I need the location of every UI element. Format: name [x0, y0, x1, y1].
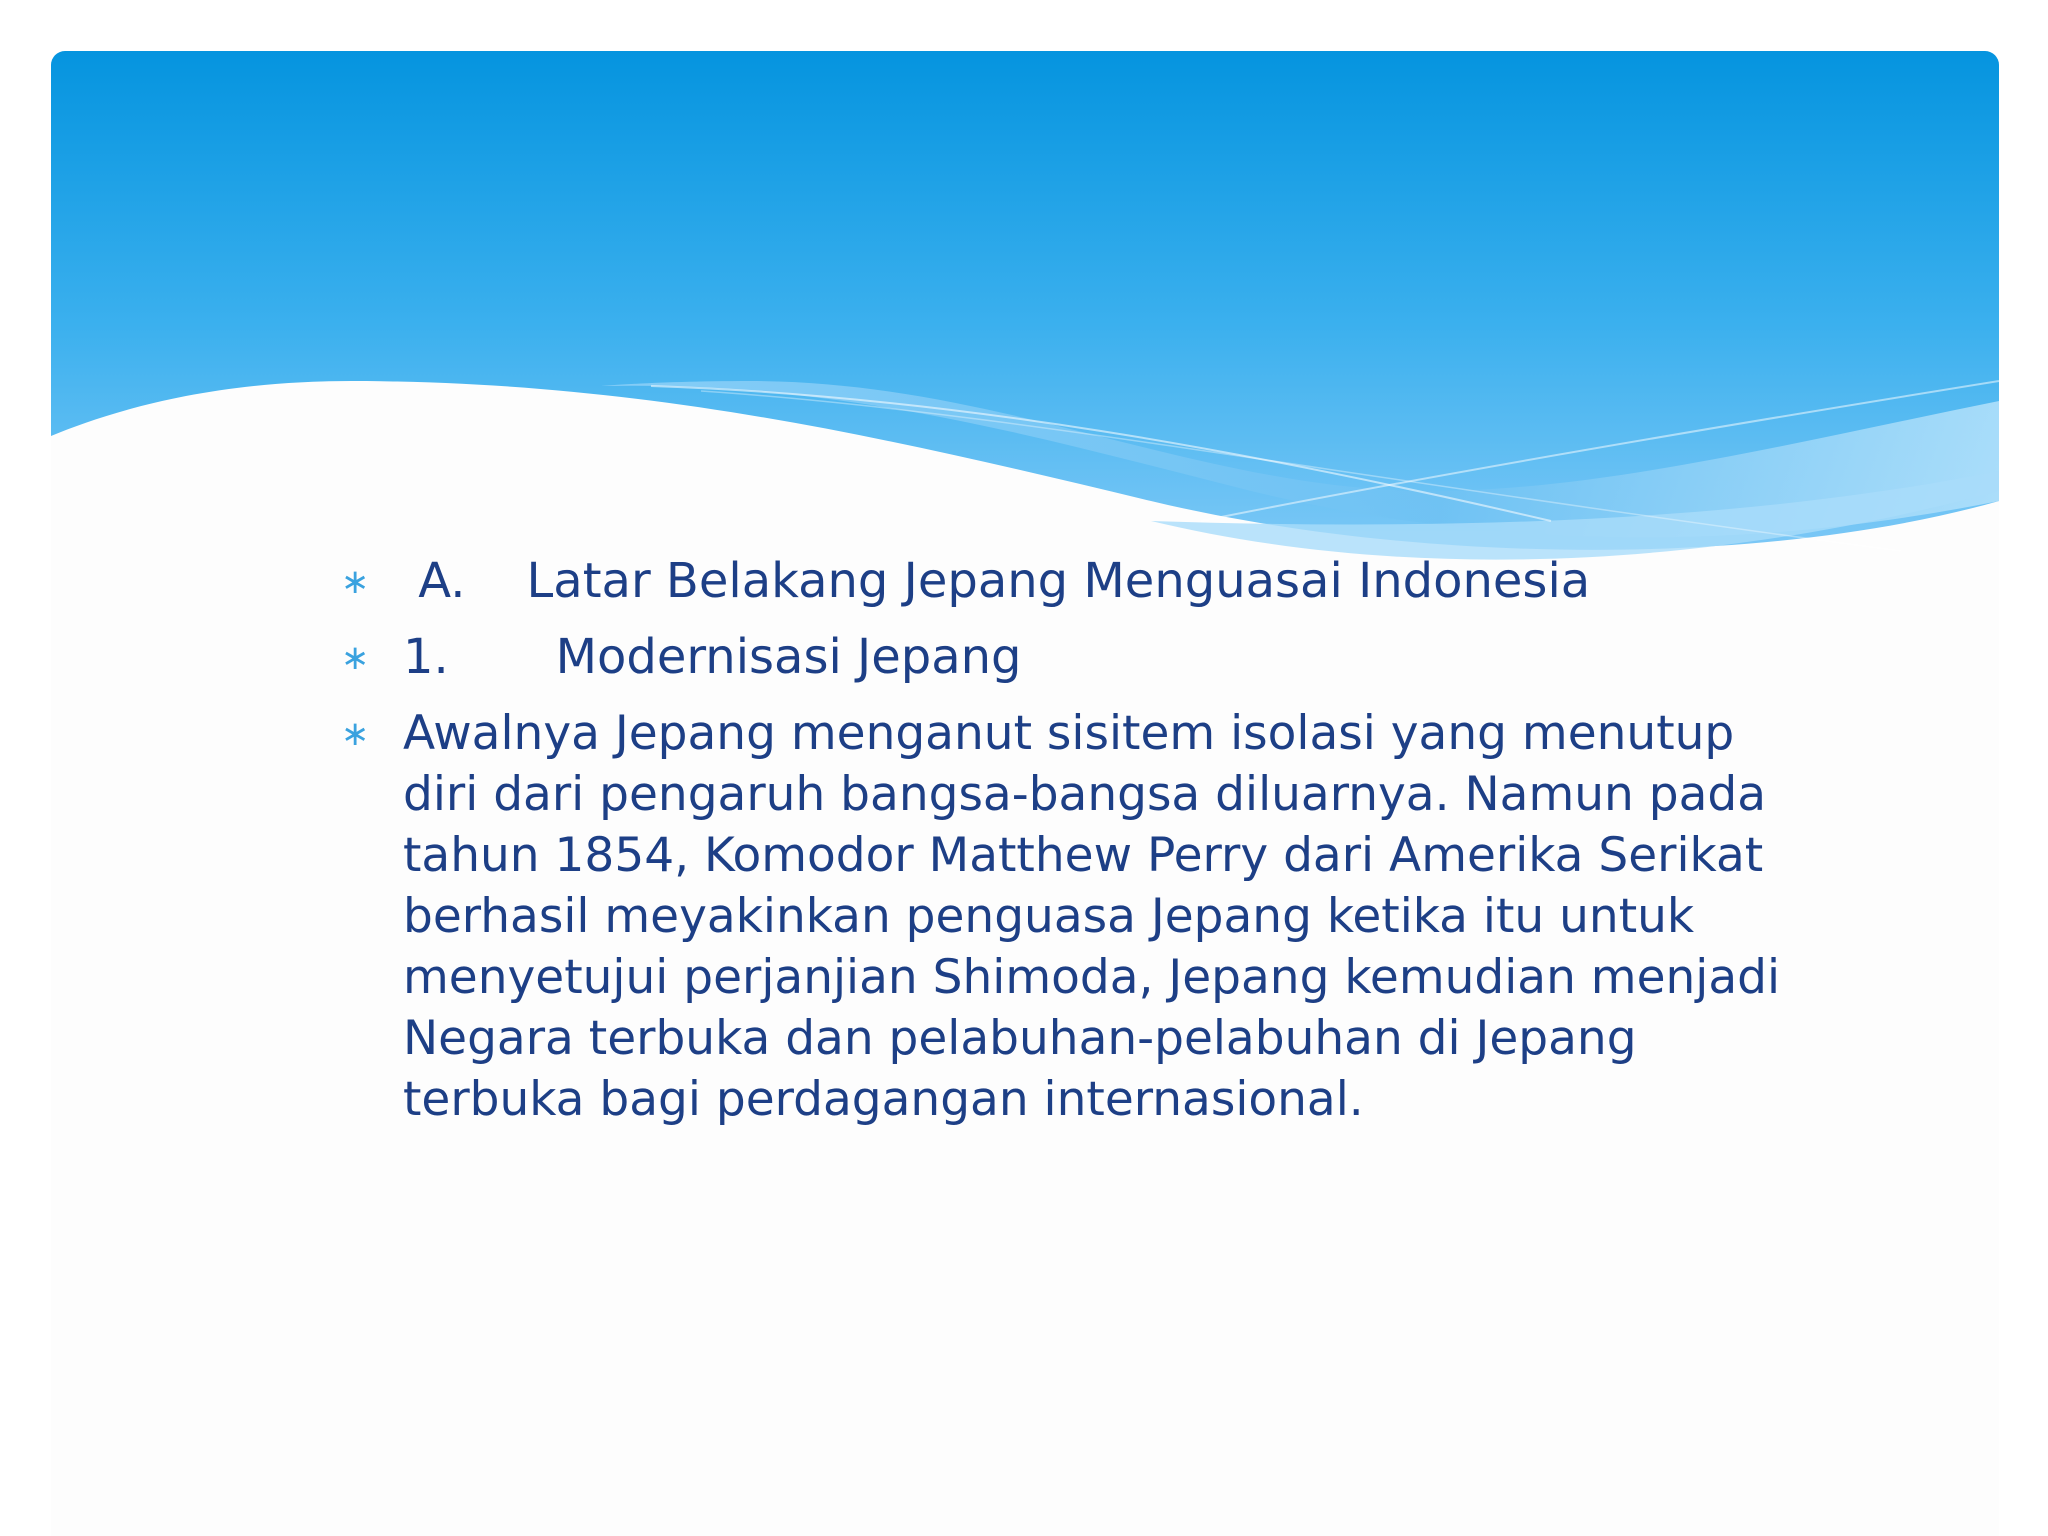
- bullet-text-subheading: 1. Modernisasi Jepang: [403, 629, 1022, 685]
- asterisk-bullet-icon: ∗: [341, 562, 370, 602]
- bullet-item-heading: [341, 551, 1821, 613]
- slide-panel: [51, 51, 1999, 1536]
- bullet-text-heading: A. Latar Belakang Jepang Menguasai Indonesia: [403, 553, 1591, 609]
- asterisk-bullet-icon: ∗: [341, 714, 370, 754]
- bullet-item-subheading: [341, 627, 1821, 689]
- header-wave-graphic: [51, 51, 1999, 591]
- bullet-item-paragraph: [341, 703, 1821, 1130]
- bullet-text-paragraph: Awalnya Jepang menganut sisitem isolasi yang menutup diri dari pengaruh bangsa-bangsa diluarnya. Namun pada tahun 1854, Komodor Matthew Perry dari Amerika Serikat berhasil meyakinkan penguasa Jepang ketika itu untuk menyetujui perjanjian Shimoda, Jepang kemudian menjadi Negara terbuka dan pelabuhan-pelabuhan di Jepang terbuka bagi perdagangan internasional.: [403, 706, 1795, 1127]
- asterisk-bullet-icon: ∗: [341, 638, 370, 678]
- bullet-list: [341, 551, 1821, 1144]
